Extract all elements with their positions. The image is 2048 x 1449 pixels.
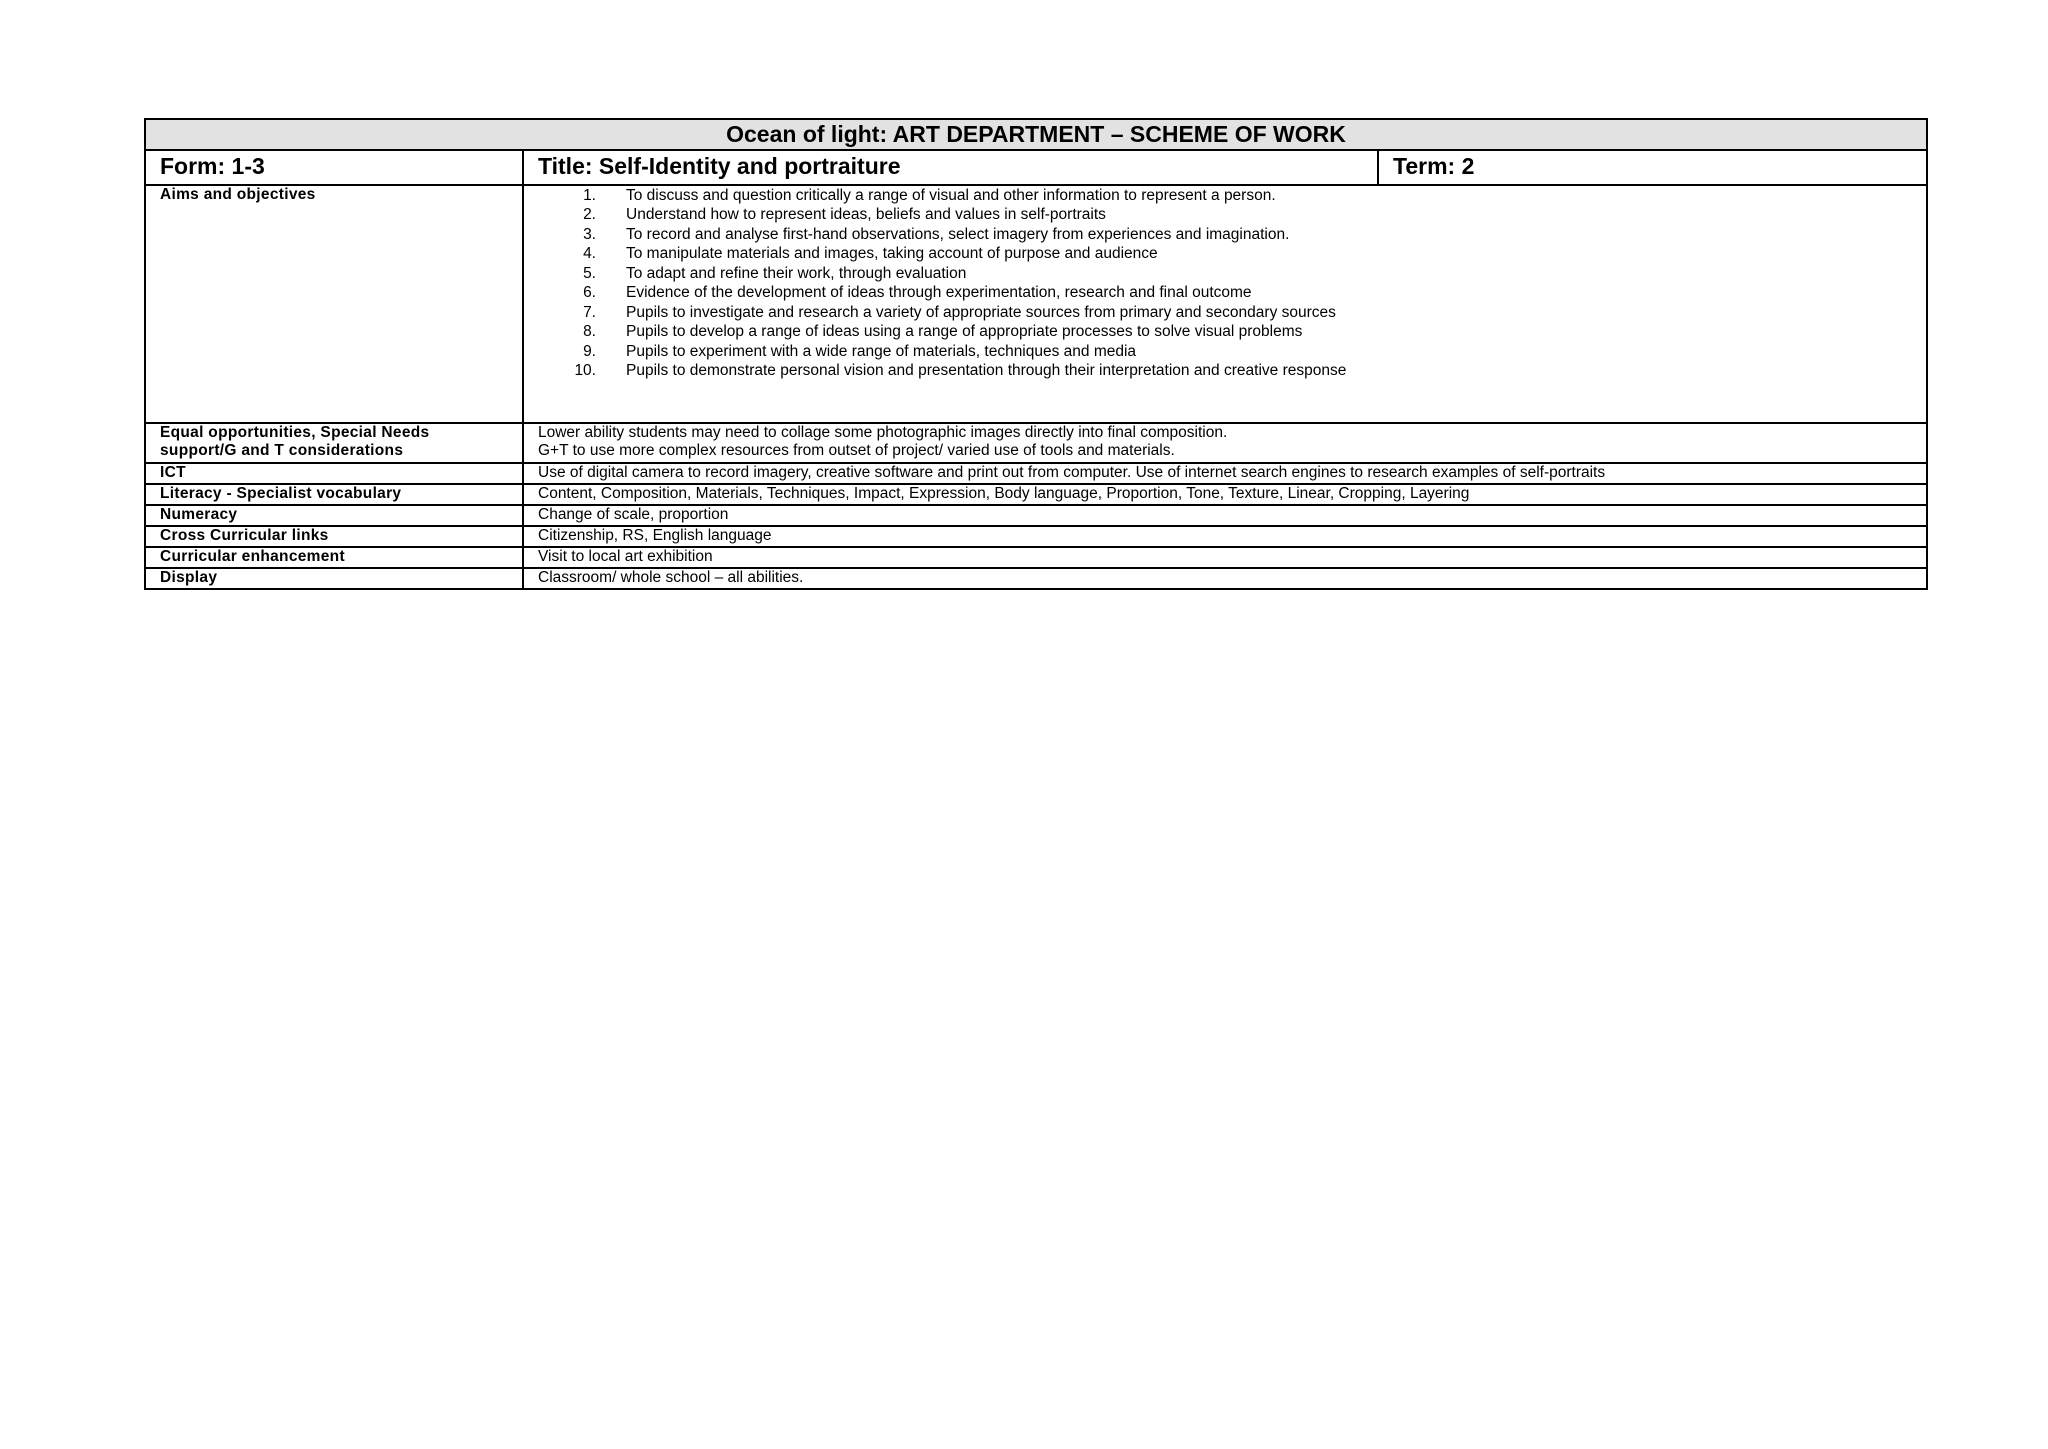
- equal-opportunities-line-1: Lower ability students may need to collage some photographic images directly into final composition.: [538, 423, 1228, 441]
- aim-text: To record and analyse first-hand observations, select imagery from experiences and imagination.: [626, 225, 1290, 243]
- aim-item: [538, 225, 1912, 245]
- curricular-enhancement-row: [145, 547, 1927, 568]
- aim-number: 5.: [583, 264, 596, 282]
- aim-text: Evidence of the development of ideas through experimentation, research and final outcome: [626, 284, 1252, 302]
- aim-text: To manipulate materials and images, taking account of purpose and audience: [626, 245, 1158, 263]
- aim-item: [538, 186, 1912, 206]
- aim-item: [538, 361, 1912, 381]
- aim-number: 4.: [583, 245, 596, 263]
- literacy-value: Content, Composition, Materials, Techniques, Impact, Expression, Body language, Proportion, Tone, Texture, Linear, Cropping, Layering: [523, 484, 1927, 505]
- aims-label: Aims and objectives: [145, 185, 523, 423]
- cross-curricular-value: Citizenship, RS, English language: [523, 526, 1927, 547]
- aim-text: To discuss and question critically a range of visual and other information to represent a person.: [626, 186, 1276, 204]
- aim-text: Pupils to experiment with a wide range of materials, techniques and media: [626, 342, 1137, 360]
- literacy-label: Literacy - Specialist vocabulary: [145, 484, 523, 505]
- curricular-enhancement-label: Curricular enhancement: [145, 547, 523, 568]
- cross-curricular-label: Cross Curricular links: [145, 526, 523, 547]
- aims-list: [538, 186, 1912, 381]
- numeracy-label: Numeracy: [145, 505, 523, 526]
- aim-item: [538, 342, 1912, 362]
- numeracy-value: Change of scale, proportion: [523, 505, 1927, 526]
- aim-text: Pupils to demonstrate personal vision and presentation through their interpretation and creative response: [626, 362, 1347, 380]
- ict-row: [145, 463, 1927, 484]
- aim-number: 8.: [583, 323, 596, 341]
- aim-number: 3.: [583, 225, 596, 243]
- aim-item: [538, 322, 1912, 342]
- equal-opportunities-line-2: G+T to use more complex resources from outset of project/ varied use of tools and materials.: [538, 442, 1175, 460]
- curricular-enhancement-value: Visit to local art exhibition: [523, 547, 1927, 568]
- ict-value: Use of digital camera to record imagery, creative software and print out from computer. Use of internet search engines to research examples of self-portraits: [523, 463, 1927, 484]
- equal-opportunities-value: [523, 423, 1927, 463]
- scheme-of-work-table: [144, 118, 1928, 590]
- aim-text: Pupils to develop a range of ideas using a range of appropriate processes to solve visual problems: [626, 323, 1303, 341]
- title-cell: Title: Self-Identity and portraiture: [523, 150, 1378, 185]
- display-value: Classroom/ whole school – all abilities.: [523, 568, 1927, 589]
- aim-text: To adapt and refine their work, through evaluation: [626, 264, 967, 282]
- aims-content: [523, 185, 1927, 423]
- ict-label: ICT: [145, 463, 523, 484]
- aim-item: [538, 303, 1912, 323]
- literacy-row: [145, 484, 1927, 505]
- aim-item: [538, 264, 1912, 284]
- equal-opportunities-label-line-2: support/G and T considerations: [160, 442, 404, 460]
- aim-text: Pupils to investigate and research a variety of appropriate sources from primary and secondary sources: [626, 303, 1336, 321]
- aim-number: 6.: [583, 284, 596, 302]
- header-row: [145, 150, 1927, 185]
- title-row: [145, 119, 1927, 150]
- cross-curricular-row: [145, 526, 1927, 547]
- aim-text: Understand how to represent ideas, beliefs and values in self-portraits: [626, 206, 1106, 224]
- aims-row: [145, 185, 1927, 423]
- aim-item: [538, 205, 1912, 225]
- display-row: [145, 568, 1927, 589]
- aim-number: 7.: [583, 303, 596, 321]
- aim-number: 9.: [583, 342, 596, 360]
- term-cell: Term: 2: [1378, 150, 1927, 185]
- aim-number: 1.: [583, 186, 596, 204]
- equal-opportunities-row: [145, 423, 1927, 463]
- equal-opportunities-label: [145, 423, 523, 463]
- aim-number: 10.: [574, 362, 596, 380]
- numeracy-row: [145, 505, 1927, 526]
- equal-opportunities-label-line-1: Equal opportunities, Special Needs: [160, 423, 430, 441]
- display-label: Display: [145, 568, 523, 589]
- aim-number: 2.: [583, 206, 596, 224]
- aim-item: [538, 283, 1912, 303]
- aim-item: [538, 244, 1912, 264]
- document-title: Ocean of light: ART DEPARTMENT – SCHEME OF WORK: [145, 119, 1927, 150]
- form-cell: Form: 1-3: [145, 150, 523, 185]
